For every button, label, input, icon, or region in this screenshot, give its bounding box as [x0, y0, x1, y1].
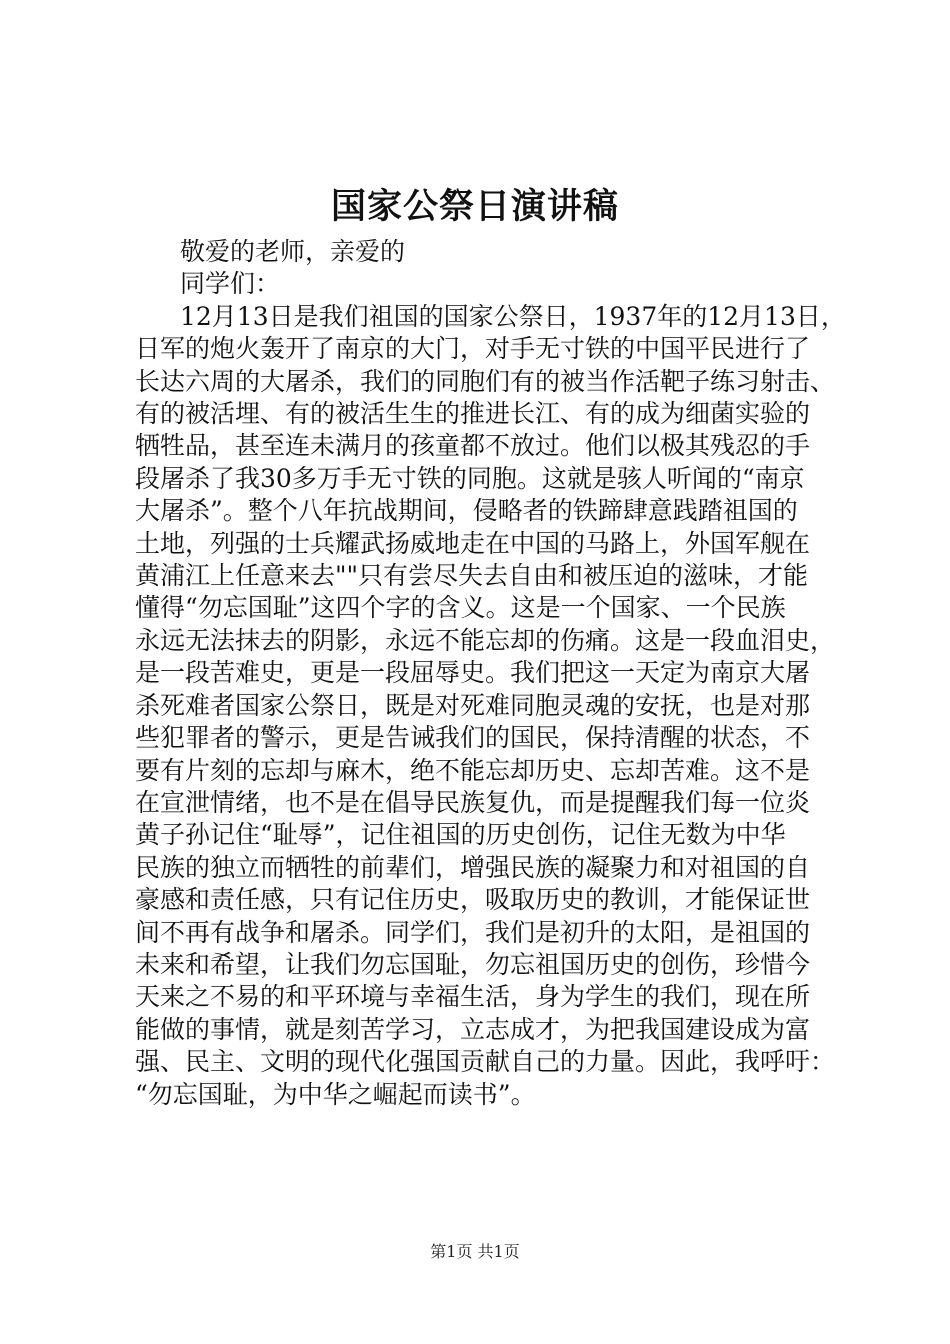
- paragraph-line: 间不再有战争和屠杀。同学们，我们是初升的太阳，是祖国的: [135, 917, 811, 947]
- paragraph-line: 能做的事情，就是刻苦学习，立志成才，为把我国建设成为富: [135, 1014, 811, 1044]
- paragraph-line: 天来之不易的和平环境与幸福生活，身为学生的我们，现在所: [135, 982, 811, 1012]
- paragraph-line: 12月13日是我们祖国的国家公祭日，1937年的12月13日，: [180, 301, 846, 331]
- paragraph-line: 有的被活埋、有的被活生生的推进长江、有的成为细菌实验的: [135, 399, 811, 429]
- paragraph-line: “勿忘国耻，为中华之崛起而读书”。: [135, 1079, 536, 1109]
- paragraph-line: 杀死难者国家公祭日，既是对死难同胞灵魂的安抚，也是对那: [135, 690, 811, 720]
- paragraph-line: 些犯罪者的警示，更是告诫我们的国民，保持清醒的状态，不: [135, 723, 811, 753]
- paragraph-line: 豪感和责任感，只有记住历史，吸取历史的教训，才能保证世: [135, 885, 811, 915]
- paragraph-line: 永远无法抹去的阴影，永远不能忘却的伤痛。这是一段血泪史，: [135, 625, 836, 655]
- paragraph-line: 民族的独立而牺牲的前辈们，增强民族的凝聚力和对祖国的自: [135, 852, 811, 882]
- paragraph-line: 牺牲品，甚至连未满月的孩童都不放过。他们以极其残忍的手: [135, 431, 811, 461]
- greeting-line: 敬爱的老师，亲爱的: [180, 237, 406, 266]
- paragraph-line: 黄子孙记住“耻辱”，记住祖国的历史创伤，记住无数为中华: [135, 820, 786, 850]
- speech-body: [135, 236, 846, 1111]
- page-number-footer: 第1页 共1页: [430, 1242, 520, 1261]
- paragraph-line: 长达六周的大屠杀，我们的同胞们有的被当作活靶子练习射击、: [135, 366, 836, 396]
- paragraph-line: 强、民主、文明的现代化强国贡献自己的力量。因此，我呼吁：: [135, 1047, 836, 1077]
- paragraph-line: 未来和希望，让我们勿忘国耻，勿忘祖国历史的创伤，珍惜今: [135, 949, 811, 979]
- paragraph-line: 土地，列强的士兵耀武扬威地走在中国的马路上，外国军舰在: [135, 528, 811, 558]
- greeting-line: 同学们：: [180, 269, 281, 299]
- paragraph-line: 大屠杀”。整个八年抗战期间，侵略者的铁蹄肆意践踏祖国的: [135, 496, 798, 526]
- paragraph-line: 要有片刻的忘却与麻木，绝不能忘却历史、忘却苦难。这不是: [135, 755, 811, 785]
- paragraph-line: 懂得“勿忘国耻”这四个字的含义。这是一个国家、一个民族: [135, 593, 786, 623]
- paragraph-line: 段屠杀了我30多万手无寸铁的同胞。这就是骇人听闻的“南京: [135, 463, 805, 493]
- document-title: 国家公祭日演讲稿: [330, 186, 619, 227]
- paragraph-line: 是一段苦难史，更是一段屈辱史。我们把这一天定为南京大屠: [135, 658, 811, 688]
- paragraph-line: 黄浦江上任意来去""只有尝尽失去自由和被压迫的滋味，才能: [135, 561, 809, 591]
- paragraph-line: 日军的炮火轰开了南京的大门，对手无寸铁的中国平民进行了: [135, 334, 811, 364]
- paragraph-line: 在宣泄情绪，也不是在倡导民族复仇，而是提醒我们每一位炎: [135, 787, 811, 817]
